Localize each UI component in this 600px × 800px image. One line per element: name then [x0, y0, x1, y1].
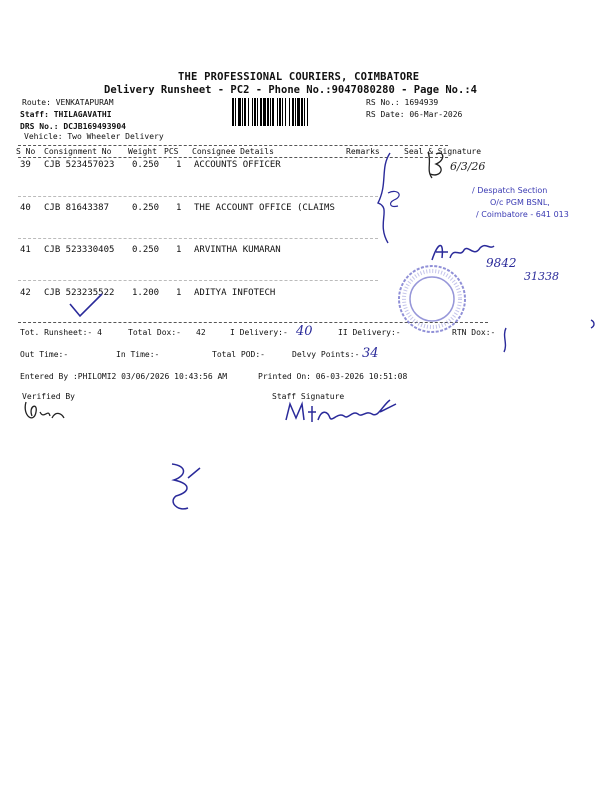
row-divider — [18, 238, 378, 239]
row-weight: 0.250 — [132, 203, 160, 213]
col-sno: S No — [16, 147, 36, 156]
extra-signature — [158, 458, 208, 518]
row-consignment: CJB 523235522 — [44, 288, 115, 298]
rs-date: RS Date: 06-Mar-2026 — [366, 110, 463, 119]
rs-no: RS No.: 1694939 — [366, 98, 439, 107]
i-delivery-label: I Delivery:- — [230, 328, 288, 337]
row-divider — [18, 196, 378, 197]
row-consignment: CJB 523457023 — [44, 160, 115, 170]
in-time-label: In Time:- — [116, 350, 160, 359]
stamp-line-3: / Coimbatore - 641 013 — [476, 210, 569, 219]
drs-label: DRS No.: DCJB169493904 — [20, 122, 126, 131]
row-consignee: ADITYA INFOTECH — [194, 288, 276, 298]
col-weight: Weight — [128, 147, 157, 156]
delvy-points-label: Delvy Points:- — [292, 350, 360, 359]
entered-by: Entered By :PHILOMI2 03/06/2026 10:43:56 AM — [20, 372, 228, 381]
total-pod-label: Total POD:- — [212, 350, 265, 359]
signature-row39 — [422, 148, 462, 182]
signature-row41 — [428, 236, 498, 266]
total-dox-label: Total Dox:- — [128, 328, 181, 337]
barcode — [232, 98, 358, 126]
checkmark-icon — [66, 290, 106, 320]
verified-signature — [20, 398, 68, 428]
staff-signature — [282, 394, 402, 428]
separator-top — [18, 145, 448, 146]
col-consignee: Consignee Details — [192, 147, 274, 156]
row-consignment: CJB 81643387 — [44, 203, 110, 213]
handwritten-number: 31338 — [524, 270, 559, 283]
stamp-line-2: O/c PGM BSNL, — [490, 198, 550, 207]
row-consignee: THE ACCOUNT OFFICE (CLAIMS — [194, 203, 335, 213]
row-sno: 41 — [20, 245, 31, 255]
row-sno: 39 — [20, 160, 31, 170]
handwritten-phone: 9842 — [486, 256, 517, 270]
col-pcs: PCS — [164, 147, 179, 156]
total-dox-value: 42 — [196, 328, 206, 337]
out-time-label: Out Time:- — [20, 350, 69, 359]
handwritten-delvy-points: 34 — [362, 346, 379, 361]
bracket-signature — [370, 148, 430, 248]
pen-mark — [494, 326, 518, 354]
row-weight: 1.200 — [132, 288, 160, 298]
row-pcs: 1 — [176, 160, 182, 170]
rtn-dox-label: RTN Dox:- — [452, 328, 496, 337]
row-pcs: 1 — [176, 245, 182, 255]
row-sno: 40 — [20, 203, 31, 213]
printed-on: Printed On: 06-03-2026 10:51:08 — [258, 372, 408, 381]
vehicle-label: Vehicle: Two Wheeler Delivery — [24, 132, 164, 141]
ii-delivery-label: II Delivery:- — [338, 328, 401, 337]
round-seal-stamp — [396, 262, 468, 336]
stamp-line-1: / Despatch Section — [472, 186, 548, 195]
handwritten-date: 6/3/26 — [450, 160, 486, 173]
pen-dot — [588, 318, 598, 330]
route-label: Route: VENKATAPURAM — [22, 98, 114, 107]
row-consignee: ACCOUNTS OFFICER — [194, 160, 281, 170]
row-pcs: 1 — [176, 203, 182, 213]
row-divider — [18, 280, 378, 281]
row-weight: 0.250 — [132, 245, 160, 255]
col-consignment-no: Consignment No — [44, 147, 112, 156]
verified-by-label: Verified By — [22, 392, 75, 401]
staff-signature-label: Staff Signature — [272, 392, 345, 401]
company-name: THE PROFESSIONAL COURIERS, COIMBATORE — [178, 71, 420, 83]
row-consignee: ARVINTHA KUMARAN — [194, 245, 281, 255]
row-weight: 0.250 — [132, 160, 160, 170]
staff-label: Staff: THILAGAVATHI — [20, 110, 112, 119]
handwritten-i-delivery: 40 — [296, 324, 313, 339]
col-seal-signature: Seal & Signature — [404, 147, 482, 156]
col-remarks: Remarks — [346, 147, 380, 156]
row-sno: 42 — [20, 288, 31, 298]
runsheet-title: Delivery Runsheet - PC2 - Phone No.:9047080280 - Page No.:4 — [104, 84, 477, 96]
row-consignment: CJB 523330405 — [44, 245, 115, 255]
row-pcs: 1 — [176, 288, 182, 298]
tot-runsheet: Tot. Runsheet:- 4 — [20, 328, 102, 337]
